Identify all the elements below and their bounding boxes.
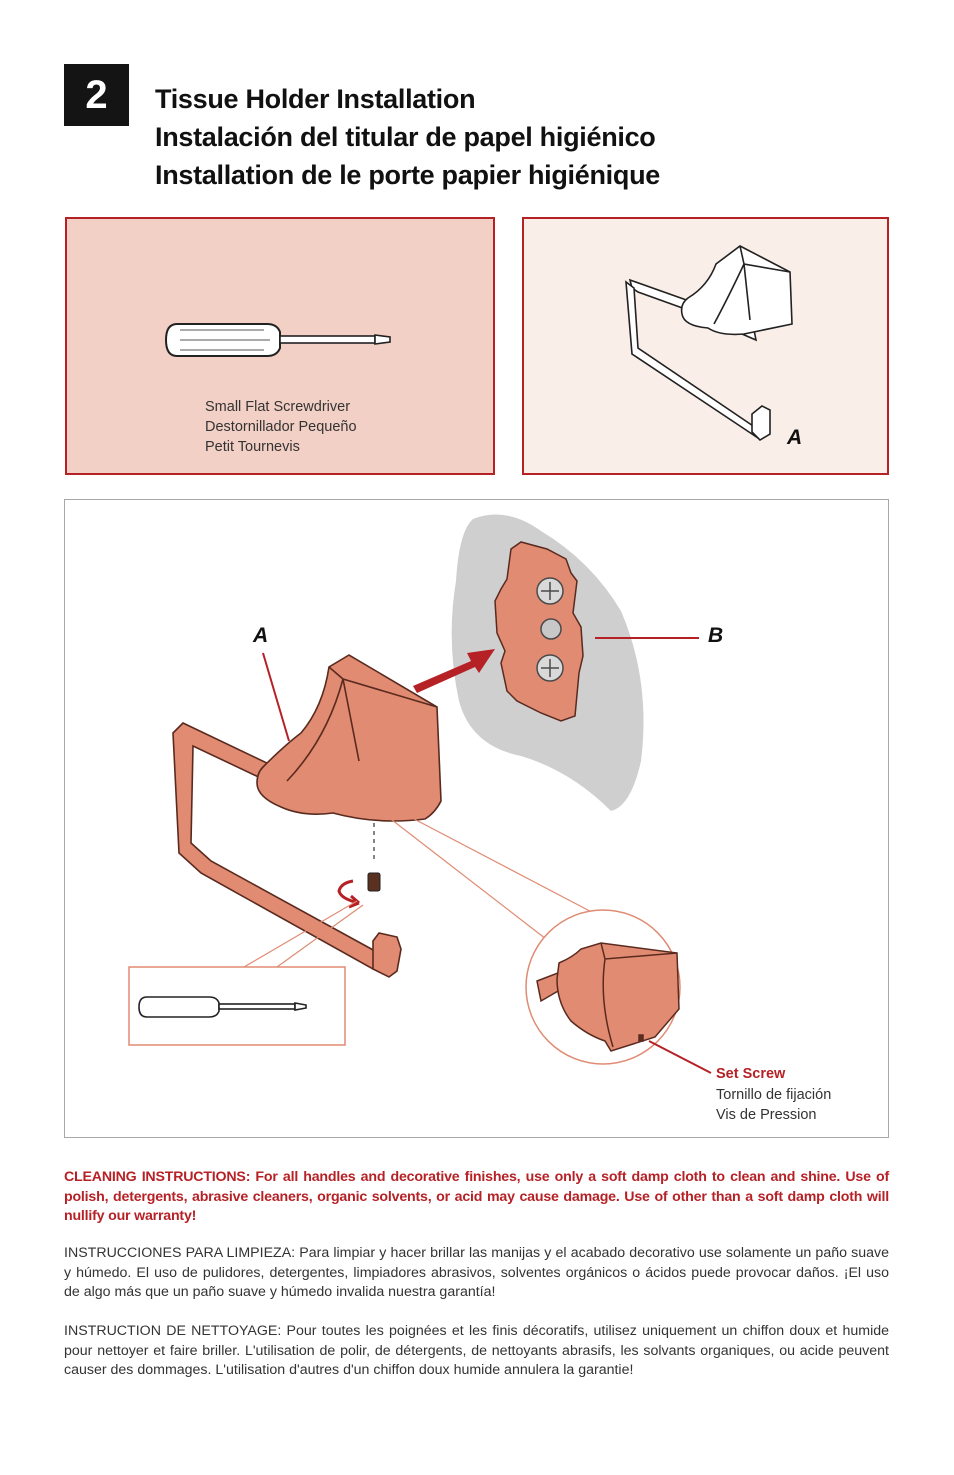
parts-panel [522, 217, 889, 475]
installation-diagram [65, 500, 890, 1139]
assembly-a-label: A [253, 624, 269, 647]
rotation-arrow-icon [339, 881, 359, 907]
installation-diagram-panel [64, 499, 889, 1138]
step-number-badge: 2 [64, 64, 129, 126]
tissue-holder-part-illustration [524, 219, 891, 477]
screwdriver-label [205, 397, 357, 457]
leader-line-a [263, 653, 289, 741]
assembly-b-label: B [708, 624, 724, 647]
title-spanish: Instalación del titular de papel higiénico [155, 122, 656, 152]
title-english: Tissue Holder Installation [155, 84, 476, 114]
leader-line-set-screw [649, 1041, 711, 1073]
set-screw-label-en: Set Screw [716, 1066, 786, 1082]
cleaning-instructions-es: INSTRUCCIONES PARA LIMPIEZA: Para limpiar y hacer brillar las manijas y el acabado decorativo use solamente un paño suave y húmedo. El uso de pulidores, detergentes, limpiadores abrasivos, solventes orgánicos o ácidos puede provocar daños. ¡El uso de algo más que un paño suave y húmedo invalida nuestra garantía! [64, 1245, 889, 1300]
set-screw-label-fr: Vis de Pression [716, 1107, 817, 1123]
screwdriver-label-fr: Petit Tournevis [205, 439, 300, 455]
tools-required-panel [65, 217, 495, 475]
cleaning-instructions-fr: INSTRUCTION DE NETTOYAGE: Pour toutes les poignées et les finis décoratifs, utilisez uniquement un chiffon doux et humide pour nettoyer et faire briller. L'utilisation de polir, de détergents, de nettoyants abrasifs, les solvants organiques, ou acide peuvent causer des dommages. L'utilisation d'autres d'un chiffon doux humide annulera la garantie! [64, 1323, 889, 1378]
cleaning-instructions-en: CLEANING INSTRUCTIONS: For all handles and decorative finishes, use only a soft damp cloth to clean and shine. Use of polish, detergents, abrasive cleaners, organic solvents, or acid may cause damage. Use of other than a soft damp cloth will nullify our warranty! [64, 1169, 889, 1224]
title-french: Installation de le porte papier higiénique [155, 160, 660, 190]
part-a-label: A [787, 426, 803, 449]
title-block [155, 80, 660, 194]
tissue-holder-body [257, 655, 441, 821]
screwdriver-label-es: Destornillador Pequeño [205, 419, 357, 435]
set-screw-label [716, 1064, 831, 1126]
screwdriver-label-en: Small Flat Screwdriver [205, 399, 351, 415]
set-screw-part [368, 873, 380, 891]
set-screw-label-es: Tornillo de fijación [716, 1086, 832, 1103]
